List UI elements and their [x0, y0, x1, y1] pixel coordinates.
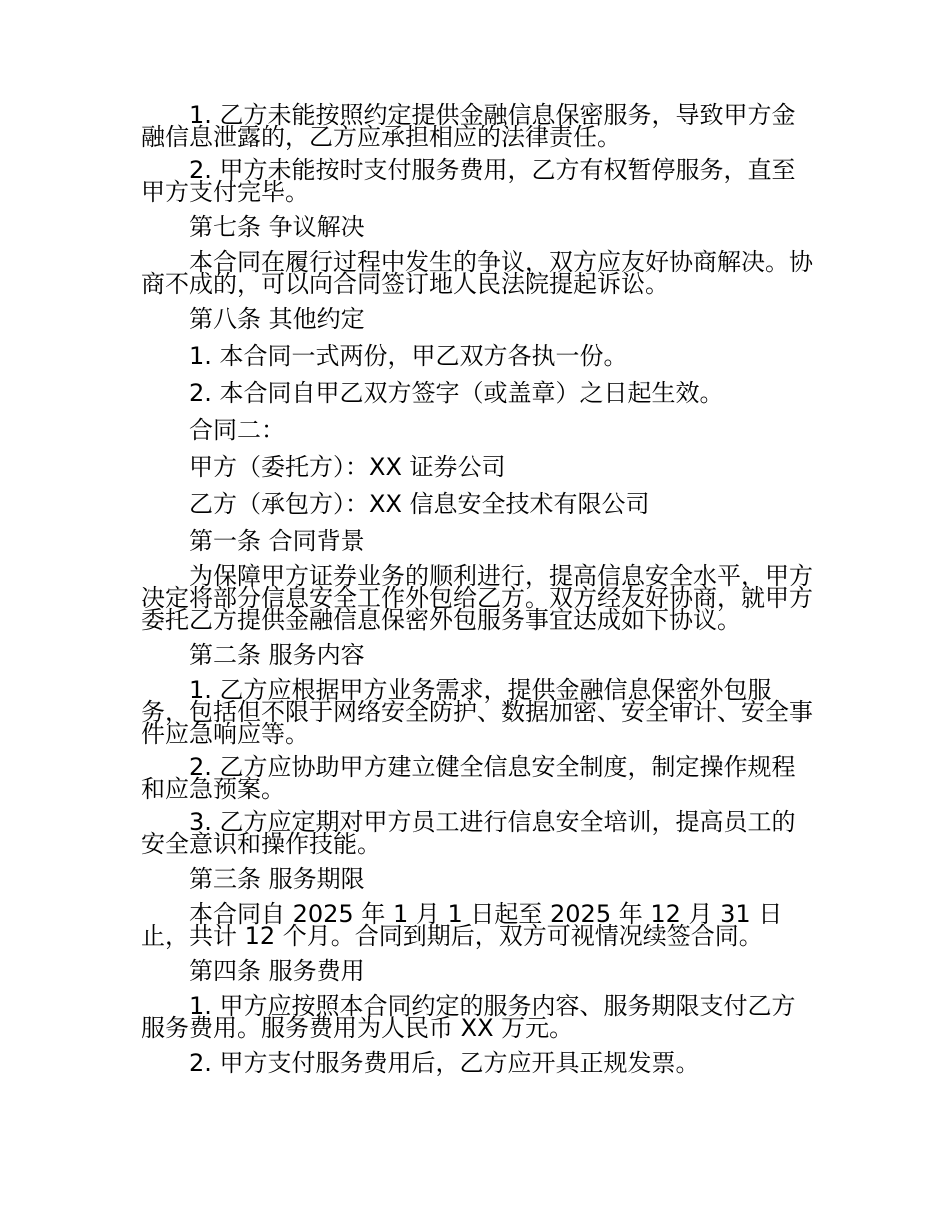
paragraph: 1. 本合同一式两份，甲乙双方各执一份。 — [189, 342, 628, 370]
paragraph: 2. 甲方未能按时支付服务费用，乙方有权暂停服务，直至甲方支付完毕。 — [141, 156, 796, 206]
contract-title: 合同二： — [189, 416, 285, 444]
paragraph: 为保障甲方证券业务的顺利进行，提高信息安全水平，甲方决定将部分信息安全工作外包给乙方。双方经友好协商，就甲方委托乙方提供金融信息保密外包服务事宜达成如下协议。 — [141, 562, 813, 634]
paragraph: 2. 本合同自甲乙双方签字（或盖章）之日起生效。 — [189, 379, 724, 407]
party-b: 乙方（承包方）：XX 信息安全技术有限公司 — [189, 490, 650, 518]
paragraph: 1. 乙方未能按照约定提供金融信息保密服务，导致甲方金融信息泄露的，乙方应承担相应的法律责任。 — [141, 101, 796, 151]
paragraph: 1. 乙方应根据甲方业务需求，提供金融信息保密外包服务，包括但不限于网络安全防护、数据加密、安全审计、安全事件应急响应等。 — [141, 676, 813, 748]
party-a: 甲方（委托方）：XX 证券公司 — [189, 453, 506, 481]
document-body — [141, 101, 813, 1087]
paragraph: 2. 乙方应协助甲方建立健全信息安全制度，制定操作规程和应急预案。 — [141, 753, 796, 803]
section-heading: 第一条 合同背景 — [189, 527, 365, 555]
section-heading: 第二条 服务内容 — [189, 641, 365, 669]
paragraph: 3. 乙方应定期对甲方员工进行信息安全培训，提高员工的安全意识和操作技能。 — [141, 808, 796, 858]
paragraph: 2. 甲方支付服务费用后，乙方应开具正规发票。 — [189, 1049, 700, 1077]
section-heading: 第四条 服务费用 — [189, 957, 365, 985]
paragraph: 1. 甲方应按照本合同约定的服务内容、服务期限支付乙方服务费用。服务费用为人民币 XX 万元。 — [141, 992, 796, 1042]
section-heading: 第七条 争议解决 — [189, 213, 365, 241]
section-heading: 第八条 其他约定 — [189, 305, 365, 333]
paragraph: 本合同自 2025 年 1 月 1 日起至 2025 年 12 月 31 日止，共计 12 个月。合同到期后，双方可视情况续签合同。 — [141, 900, 783, 950]
section-heading: 第三条 服务期限 — [189, 865, 365, 893]
paragraph: 本合同在履行过程中发生的争议，双方应友好协商解决。协商不成的，可以向合同签订地人民法院提起诉讼。 — [141, 248, 813, 298]
